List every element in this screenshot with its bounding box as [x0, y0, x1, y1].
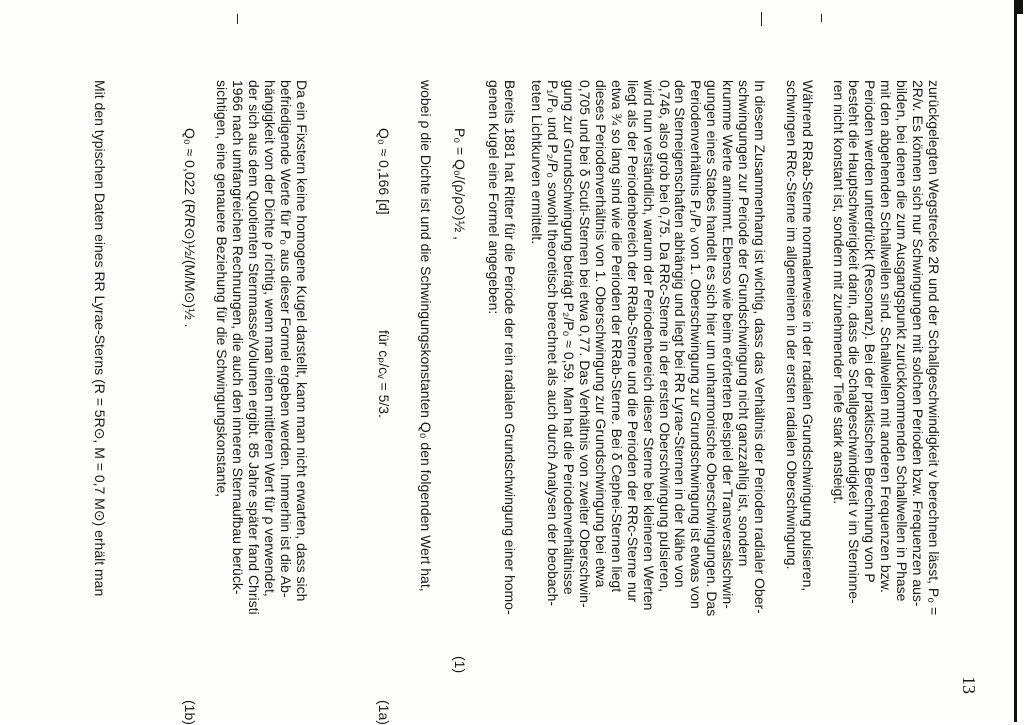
paragraph-line: krumme Werte annimmt. Ebenso wie beim erörterten Beispiel der Transversalschwin- — [720, 80, 737, 609]
paragraph-line: genen Kugel eine Formel angegeben: — [486, 80, 503, 315]
paragraph-line: sichtigen, eine genauere Beziehung für die Schwingungskonstante, — [214, 80, 231, 498]
paragraph-line: 2R/v. Es können sich nur Schwingungen mit solchen Perioden bzw. Frequenzen aus- — [910, 80, 927, 607]
paragraph-line: dieses Periodenverhältnis von 1. Oberschwingung zur Grundschwingung bei etwa — [593, 80, 609, 588]
paragraph-line: 0,746, also grob bei 0,75. Da RRc-Sterne in der ersten Oberschwingung pulsieren, — [656, 80, 673, 593]
paragraph-line: In diesem Zusammenhang ist wichtig, dass das Verhältnis der Perioden radialer Ober- — [752, 80, 768, 614]
paragraph-line: Während RRab-Sterne normalerweise in der radialen Grundschwingung pulsieren, — [800, 80, 816, 592]
paragraph-line: Da ein Fixstern keine homogene Kugel darstellt, kann man nicht erwarten, dass sich — [294, 80, 310, 602]
paragraph-line: wird nun verständlich, warum der Periodenbereich dieser Sterne bei kleineren Werten — [640, 80, 657, 611]
equation-eq1: P₀ = Q₀/(ρ/ρ⊙)½ , — [452, 128, 468, 241]
page-number: 13 — [959, 676, 979, 694]
paragraph-line: etwa ¾ so lang sind wie die Perioden der RRab-Sterne. Bei δ Cephei-Sternen liegt — [608, 80, 625, 593]
paragraph-line: der sich aus dem Quotienten Sternmasse/Volumen ergibt. 85 Jahre später fand Christi — [246, 80, 263, 615]
paragraph-line: besteht die Hauptschwierigkeit darin, dass die Schallgeschwindigkeit v im Sterninne- — [846, 80, 863, 604]
paragraph-line: P₁/P₀ und P₂/P₀ sowohl theoretisch berechnet als auch durch Analysen der beobach- — [545, 80, 562, 607]
paragraph-line: den Sterneigenschaften abhängig und liegt bei RR Lyrae-Sternen in der Nähe von — [672, 80, 689, 588]
scan-mark — [821, 14, 822, 22]
paragraph-line: hängigkeit von der Dichte ρ richtig, wenn man einen mittleren Wert für ρ verwendet, — [262, 80, 279, 597]
paragraph-line: Perioden werden unterdrückt (Resonanz). Bei der praktischen Berechnung von P — [862, 80, 879, 583]
paragraph-line: Mit den typischen Daten eines RR Lyrae-Sterns (R = 5R⊙, M = 0,7 M⊙) erhält man — [92, 80, 108, 597]
equation-number: (1b) — [182, 700, 198, 725]
paragraph-line: Periodenverhältnis P₁/P₀ von 1. Oberschwingung zur Grundschwingung ist etwas von — [688, 80, 705, 609]
equation-eq1a: Q₀ ≈ 0,166 [d] — [376, 128, 392, 215]
paragraph-line: teten Lichtkurven ermittelt. — [529, 80, 546, 245]
paragraph-line: liegt als der Periodenbereich der RRab-Sterne und die Perioden der RRc-Sterne nur — [624, 80, 641, 603]
scan-mark — [761, 12, 762, 26]
paragraph-line: schwingen RRc-Sterne im allgemeinen in der ersten radialen Oberschwingung. — [784, 80, 801, 570]
paragraph-line: mit den abgehenden Schallwellen sind. Schallwellen mit anderen Frequenzen bzw. — [878, 80, 895, 593]
equation-number: (1) — [452, 656, 468, 674]
paragraph-line: wobei ρ die Dichte ist und die Schwingungskonstanten Q₀ den folgenden Wert hat, — [418, 80, 434, 592]
equation-condition: für cₚ/cᵥ = 5/3. — [376, 330, 392, 418]
paragraph-line: zurückgelegten Wegstrecke 2R und der Schallgeschwindigkeit v berechnen lässt, P₀ = — [926, 80, 942, 616]
paragraph-line: ren nicht konstant ist, sondern mit zunehmender Tiefe stark ansteigt. — [830, 80, 847, 505]
paragraph-line: gungen eines Stabes handelt es sich hier um unharmonische Oberschwingungen. Das — [704, 80, 721, 617]
equation-number: (1a) — [376, 700, 392, 725]
scan-mark — [237, 14, 238, 24]
paragraph-line: Bereits 1881 hat Ritter für die Periode der rein radialen Grundschwingung einer homo- — [502, 80, 518, 615]
paragraph-line: schwingungen zur Periode der Grundschwingung nicht ganzzahlig ist, sondern — [736, 80, 753, 567]
paragraph-line: gung zur Grundschwingung beträgt P₂/P₀ ≈ 0,59. Man hat die Periodenverhältnisse — [561, 80, 578, 595]
equation-eq1b: Q₀ ≈ 0,022 (R/R⊙)½/(M/M⊙)½ . — [182, 128, 198, 328]
paragraph-line: bilden, bei denen die zum Ausgangspunkt zurückkommenden Schallwellen in Phase — [894, 80, 911, 602]
paragraph-line: 1966 nach umfangreichen Rechnungen, die auch den inneren Sternaufbau berück- — [230, 80, 247, 595]
paragraph-line: 0,705 und bei δ Scuti-Sternen bei etwa 0,77. Das Verhältnis von zweiter Oberschwin- — [577, 80, 594, 608]
paragraph-line: befriedigende Werte für P₀ aus dieser Formel ergeben werden. Immerhin ist die Ab- — [278, 80, 295, 598]
